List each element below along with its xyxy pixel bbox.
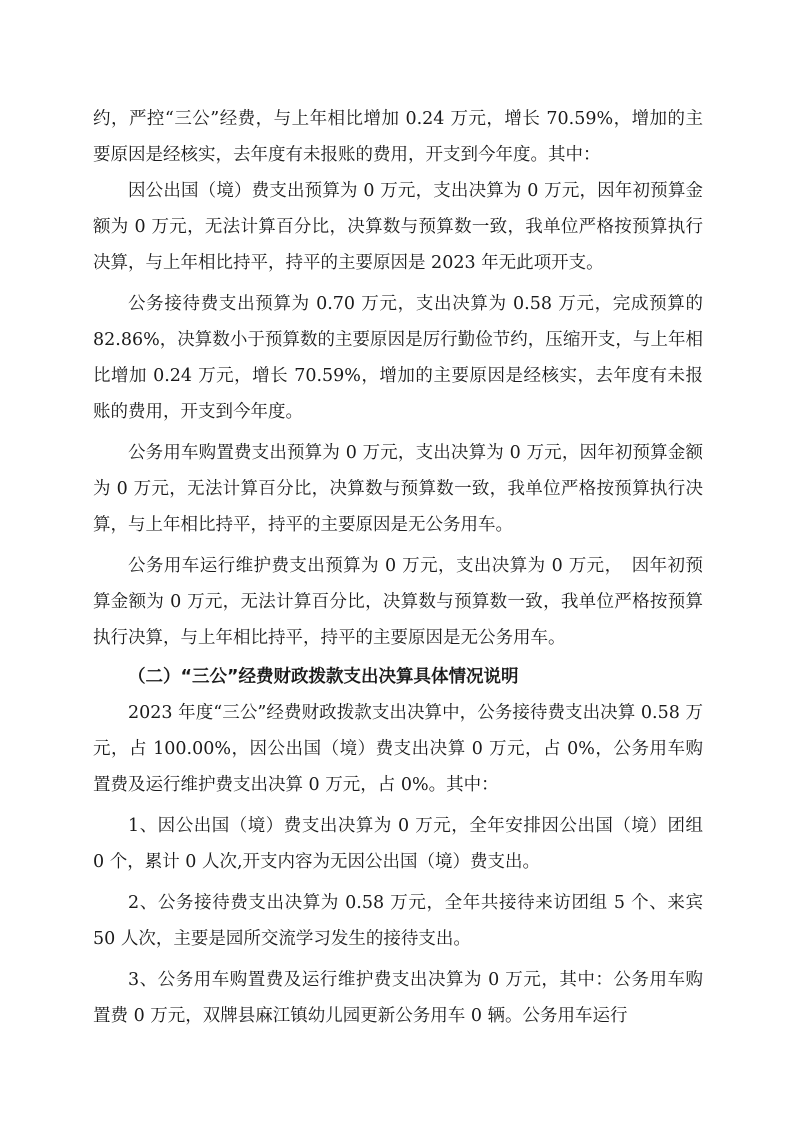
- list-item-reception: 2、公务接待费支出决算为 0.58 万元，全年共接待来访团组 5 个、来宾 50 人次，主要是园所交流学习发生的接待支出。: [93, 893, 703, 949]
- paragraph-overseas-travel: 因公出国（境）费支出预算为 0 万元，支出决算为 0 万元，因年初预算金额为 0 万元，无法计算百分比，决算数与预算数一致，我单位严格按预算执行决算，与上年相比持平，持平的主要原因是 2023 年无此项开支。: [93, 181, 703, 273]
- paragraph-continuation: 约，严控“三公”经费，与上年相比增加 0.24 万元，增长 70.59%，增加的主要原因是经核实，去年度有未报账的费用，开支到今年度。其中：: [93, 109, 703, 165]
- paragraph-vehicle-maintenance: 公务用车运行维护费支出预算为 0 万元，支出决算为 0 万元， 因年初预算金额为 0 万元，无法计算百分比，决算数与预算数一致，我单位严格按预算执行决算，与上年相比持平，持平的主要原因是无公务用车。: [93, 556, 703, 648]
- paragraph-vehicle-purchase: 公务用车购置费支出预算为 0 万元，支出决算为 0 万元，因年初预算金额为 0 万元，无法计算百分比，决算数与预算数一致，我单位严格按预算执行决算，与上年相比持平，持平的主要原因是无公务用车。: [93, 443, 703, 535]
- paragraph-official-reception: 公务接待费支出预算为 0.70 万元，支出决算为 0.58 万元，完成预算的 82.86%，决算数小于预算数的主要原因是厉行勤俭节约，压缩开支，与上年相比增加 0.24 万元，增长 70.59%，增加的主要原因是经核实，去年度有未报账的费用，开支到今年度。: [93, 294, 703, 422]
- section-heading: （二）“三公”经费财政拨款支出决算具体情况说明: [128, 667, 519, 687]
- list-item-vehicles: 3、公务用车购置费及运行维护费支出决算为 0 万元，其中：公务用车购置费 0 万元，双牌县麻江镇幼儿园更新公务用车 0 辆。公务用车运行: [93, 970, 703, 1026]
- document-body: [93, 101, 703, 1034]
- list-item-overseas: 1、因公出国（境）费支出决算为 0 万元，全年安排因公出国（境）团组 0 个，累计 0 人次,开支内容为无因公出国（境）费支出。: [93, 816, 703, 872]
- paragraph-summary: 2023 年度“三公”经费财政拨款支出决算中，公务接待费支出决算 0.58 万元，占 100.00%，因公出国（境）费支出决算 0 万元，占 0%，公务用车购置费及运行维护费支出决算 0 万元，占 0%。其中：: [93, 703, 703, 795]
